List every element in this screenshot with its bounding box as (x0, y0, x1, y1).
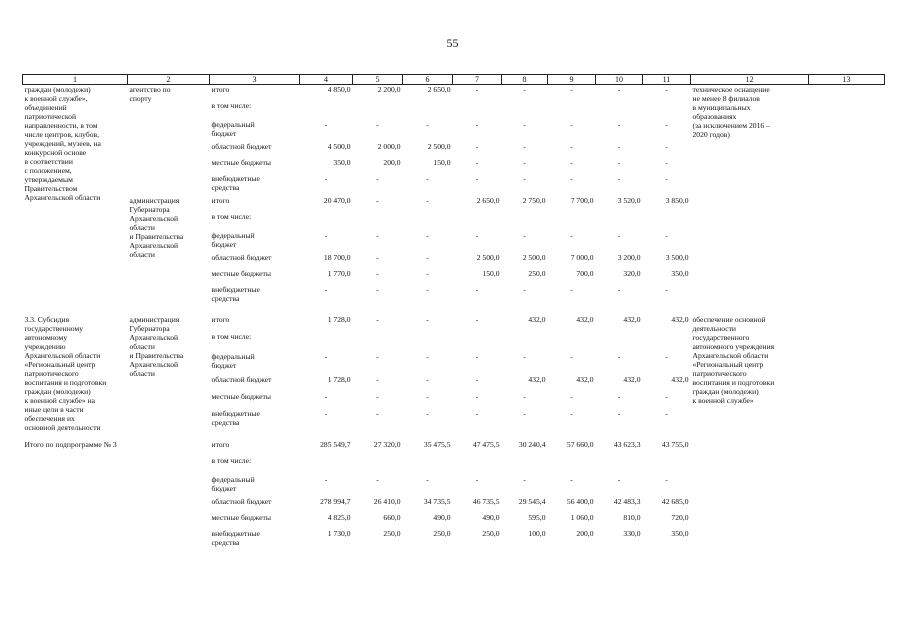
amount-cell: - (376, 253, 379, 262)
funding-source-cell: федеральный бюджет (211, 231, 255, 249)
expected-result-cell: обеспечение основной деятельности государственного автономного учреждения Архангельской области «Региональный центр патриотического воспитания и подготовки граждан (молодежи) к военной службе» (692, 315, 775, 405)
amount-cell: 3 200,0 (617, 253, 641, 262)
amount-cell: - (426, 120, 429, 129)
measure-name-cell: 3.3. Субсидия государственному автономному учреждению Архангельской области «Региональный центр патриотического воспитания и подготовки граждан (молодежи) к военной службе» на иные цели в части обеспечения их основной деятельности (24, 315, 107, 432)
amount-cell: 2 750,0 (522, 196, 546, 205)
amount-cell: - (376, 351, 379, 361)
amount-cell: - (376, 375, 379, 385)
amount-cell (643, 212, 691, 231)
amount-cell (596, 101, 643, 120)
note-cell (809, 85, 885, 308)
amount-cell: - (376, 391, 379, 401)
funding-source-cell: итого (211, 196, 230, 205)
column-header-8: 8 (502, 75, 548, 85)
amount-cell: 20 470,0 (323, 196, 351, 205)
amount-cell: 2 650,0 (427, 85, 451, 94)
amount-cell: - (617, 120, 621, 129)
amount-cell: - (475, 120, 479, 129)
funding-source-cell: итого (211, 440, 230, 449)
amount-cell (353, 456, 403, 475)
amount-cell: - (617, 231, 621, 240)
amount-cell: - (617, 142, 621, 151)
amount-cell: 350,0 (671, 269, 689, 278)
amount-cell: - (426, 231, 429, 240)
column-header-7: 7 (453, 75, 502, 85)
amount-cell: 200,0 (383, 158, 401, 167)
column-header-1: 1 (23, 75, 128, 85)
funding-source-cell: местные бюджеты (211, 391, 271, 401)
amount-cell: - (523, 85, 526, 94)
amount-cell: 720,0 (671, 513, 689, 522)
amount-cell: 100,0 (528, 529, 546, 538)
amount-cell (643, 101, 691, 120)
amount-cell: - (523, 285, 526, 294)
amount-cell: 18 700,0 (323, 253, 351, 262)
amount-cell: 285 549,7 (320, 440, 351, 449)
funding-source-cell: в том числе: (211, 212, 252, 221)
amount-cell: - (426, 375, 429, 385)
amount-cell: 2 650,0 (476, 196, 500, 205)
amount-cell: - (376, 269, 379, 278)
amount-cell (403, 101, 453, 120)
expected-result-cell (691, 440, 809, 551)
amount-cell: 57 660,0 (566, 440, 594, 449)
amount-cell: 4 500,0 (327, 142, 351, 151)
amount-cell (548, 456, 596, 475)
amount-cell: 3 500,0 (665, 253, 689, 262)
amount-cell: 490,0 (482, 513, 500, 522)
amount-cell: - (426, 269, 429, 278)
header-row (23, 75, 885, 85)
amount-cell: - (426, 351, 429, 361)
measure-name-cell: граждан (молодежи) к военной службе», объединений патриотической направленности, в том числе центров, клубов, учреждений, музеев, на конкурсной основе в соответствии с положением, утверждаемым Правительством Архангельской области (24, 85, 101, 202)
amount-cell: - (426, 391, 429, 401)
table-row (23, 315, 885, 332)
amount-cell: - (617, 475, 621, 484)
amount-cell: - (570, 285, 573, 294)
amount-cell: 250,0 (528, 269, 546, 278)
table-body (23, 85, 885, 552)
funding-source-cell: внебюджетные средства (211, 174, 260, 192)
funding-source-cell: внебюджетные средства (211, 408, 260, 427)
amount-cell: - (426, 253, 429, 262)
amount-cell: 43 623,3 (613, 440, 641, 449)
amount-cell: - (475, 285, 479, 294)
amount-cell: - (523, 231, 526, 240)
amount-cell: 350,0 (333, 158, 351, 167)
amount-cell (453, 332, 502, 352)
amount-cell: 27 320,0 (373, 440, 401, 449)
amount-cell: - (570, 85, 573, 94)
amount-cell: - (523, 174, 526, 183)
amount-cell (596, 212, 643, 231)
amount-cell: - (324, 174, 328, 183)
amount-cell: - (665, 174, 668, 183)
amount-cell: - (665, 408, 668, 418)
amount-cell (502, 212, 548, 231)
amount-cell: - (617, 85, 621, 94)
amount-cell: - (324, 120, 328, 129)
column-header-6: 6 (403, 75, 453, 85)
note-cell (809, 315, 885, 432)
amount-cell (300, 212, 353, 231)
amount-cell: - (426, 408, 429, 418)
amount-cell: - (376, 120, 379, 129)
funding-source-cell: областной бюджет (211, 497, 272, 506)
amount-cell: - (617, 391, 621, 401)
funding-source-cell: федеральный бюджет (211, 351, 255, 370)
amount-cell: 150,0 (433, 158, 451, 167)
amount-cell: 42 483,3 (613, 497, 641, 506)
amount-cell: 29 545,4 (518, 497, 546, 506)
amount-cell: - (426, 285, 429, 294)
amount-cell: - (570, 391, 573, 401)
amount-cell: 2 000,0 (377, 142, 401, 151)
column-header-9: 9 (548, 75, 596, 85)
column-header-2: 2 (128, 75, 210, 85)
amount-cell: - (523, 408, 526, 418)
amount-cell (502, 332, 548, 352)
amount-cell: - (665, 85, 668, 94)
amount-cell: - (665, 391, 668, 401)
amount-cell: - (665, 285, 668, 294)
amount-cell: - (570, 408, 573, 418)
amount-cell: - (376, 475, 379, 484)
amount-cell: - (475, 158, 479, 167)
section-spacer (23, 307, 885, 315)
funding-source-cell: итого (211, 85, 230, 94)
amount-cell: 350,0 (671, 529, 689, 538)
amount-cell (453, 212, 502, 231)
amount-cell: 250,0 (482, 529, 500, 538)
amount-cell: - (665, 120, 668, 129)
amount-cell: - (475, 142, 479, 151)
amount-cell: 42 685,0 (661, 497, 689, 506)
amount-cell: - (665, 142, 668, 151)
funding-source-cell: внебюджетные средства (211, 285, 260, 303)
amount-cell: - (324, 475, 328, 484)
page-number: 55 (446, 36, 459, 50)
amount-cell: 43 755,0 (661, 440, 689, 449)
amount-cell (643, 332, 691, 352)
amount-cell: - (475, 315, 479, 324)
executor-cell (128, 440, 210, 551)
amount-cell: - (570, 231, 573, 240)
amount-cell: - (475, 408, 479, 418)
amount-cell: 2 500,0 (427, 142, 451, 151)
amount-cell: - (570, 120, 573, 129)
amount-cell (548, 212, 596, 231)
amount-cell: - (570, 142, 573, 151)
amount-cell: 47 475,5 (472, 440, 500, 449)
amount-cell: - (617, 351, 621, 361)
amount-cell: - (426, 174, 429, 183)
amount-cell: - (617, 285, 621, 294)
amount-cell: - (523, 158, 526, 167)
amount-cell (502, 456, 548, 475)
expected-result-cell: техническое оснащение не менее 8 филиалов в муниципальных образованиях (за исключением 2016 – 2020 годов) (692, 85, 770, 139)
amount-cell (300, 332, 353, 352)
executor-cell: агентство по спорту (129, 85, 171, 103)
amount-cell: - (324, 231, 328, 240)
amount-cell: 7 000,0 (570, 253, 594, 262)
amount-cell: 3 520,0 (617, 196, 641, 205)
amount-cell: 432,0 (623, 315, 641, 324)
amount-cell: - (570, 158, 573, 167)
amount-cell: 700,0 (576, 269, 594, 278)
amount-cell (403, 332, 453, 352)
amount-cell: - (426, 475, 429, 484)
amount-cell: - (665, 351, 668, 361)
spacer-cell (23, 432, 885, 440)
amount-cell: 4 825,0 (327, 513, 351, 522)
amount-cell: 432,0 (623, 375, 641, 385)
section-spacer (23, 432, 885, 440)
amount-cell: 34 735,5 (423, 497, 451, 506)
amount-cell: 2 200,0 (377, 85, 401, 94)
amount-cell: 56 400,0 (566, 497, 594, 506)
amount-cell (300, 101, 353, 120)
amount-cell: 30 240,4 (518, 440, 546, 449)
amount-cell: 46 735,5 (472, 497, 500, 506)
amount-cell: 1 060,0 (570, 513, 594, 522)
amount-cell: 150,0 (482, 269, 500, 278)
funding-source-cell: областной бюджет (211, 142, 272, 151)
amount-cell (596, 332, 643, 352)
amount-cell: - (523, 120, 526, 129)
amount-cell: 1 728,0 (327, 375, 351, 385)
amount-cell: 35 475,5 (423, 440, 451, 449)
amount-cell (353, 212, 403, 231)
amount-cell: - (523, 142, 526, 151)
amount-cell: - (376, 315, 379, 324)
funding-source-cell: местные бюджеты (211, 513, 271, 522)
measure-name-cell: Итого по подпрограмме № 3 (24, 440, 117, 449)
amount-cell: 660,0 (383, 513, 401, 522)
amount-cell: - (475, 85, 479, 94)
amount-cell: - (665, 475, 668, 484)
amount-cell: - (617, 174, 621, 183)
funding-source-cell: в том числе: (211, 331, 252, 341)
amount-cell: - (324, 351, 328, 361)
amount-cell: - (475, 475, 479, 484)
amount-cell: - (426, 196, 429, 205)
column-header-10: 10 (596, 75, 643, 85)
amount-cell (353, 101, 403, 120)
amount-cell: 432,0 (528, 315, 546, 324)
amount-cell: - (570, 174, 573, 183)
amount-cell (353, 332, 403, 352)
amount-cell: 432,0 (576, 315, 594, 324)
amount-cell: - (475, 174, 479, 183)
funding-source-cell: в том числе: (211, 101, 252, 110)
amount-cell (548, 101, 596, 120)
amount-cell: 330,0 (623, 529, 641, 538)
funding-source-cell: федеральный бюджет (211, 120, 255, 138)
column-header-5: 5 (353, 75, 403, 85)
funding-source-cell: областной бюджет (211, 375, 272, 385)
amount-cell: 1 770,0 (327, 269, 351, 278)
table-row (23, 85, 885, 102)
table-header (23, 75, 885, 85)
amount-cell: 432,0 (528, 375, 546, 385)
executor-cell: администрация Губернатора Архангельской области и Правительства Архангельской области (129, 315, 184, 378)
budget-table (22, 74, 885, 551)
column-header-11: 11 (643, 75, 691, 85)
amount-cell: - (665, 231, 668, 240)
note-cell (809, 440, 885, 551)
amount-cell: - (376, 408, 379, 418)
amount-cell: - (376, 174, 379, 183)
amount-cell: 432,0 (576, 375, 594, 385)
table-row (23, 440, 885, 456)
amount-cell: 2 500,0 (522, 253, 546, 262)
amount-cell: 2 500,0 (476, 253, 500, 262)
amount-cell: - (523, 475, 526, 484)
amount-cell: 250,0 (383, 529, 401, 538)
amount-cell: - (617, 158, 621, 167)
amount-cell: - (475, 231, 479, 240)
amount-cell: 7 700,0 (570, 196, 594, 205)
amount-cell: 320,0 (623, 269, 641, 278)
amount-cell: 278 994,7 (320, 497, 351, 506)
amount-cell: 200,0 (576, 529, 594, 538)
amount-cell: - (475, 375, 479, 385)
amount-cell: - (617, 408, 621, 418)
funding-source-cell: итого (211, 315, 230, 324)
amount-cell (453, 101, 502, 120)
amount-cell: 432,0 (671, 315, 689, 324)
amount-cell: 3 850,0 (665, 196, 689, 205)
amount-cell: - (570, 475, 573, 484)
amount-cell: - (426, 315, 429, 324)
amount-cell: 432,0 (671, 375, 689, 385)
amount-cell: 1 730,0 (327, 529, 351, 538)
amount-cell: 250,0 (433, 529, 451, 538)
column-header-12: 12 (691, 75, 809, 85)
amount-cell: 1 728,0 (327, 315, 351, 324)
amount-cell (300, 456, 353, 475)
funding-source-cell: внебюджетные средства (211, 529, 260, 547)
funding-source-cell: в том числе: (211, 456, 252, 465)
funding-source-cell: областной бюджет (211, 253, 272, 262)
amount-cell: 810,0 (623, 513, 641, 522)
amount-cell (403, 212, 453, 231)
amount-cell: 595,0 (528, 513, 546, 522)
amount-cell: - (570, 351, 573, 361)
amount-cell (453, 456, 502, 475)
amount-cell: 4 850,0 (327, 85, 351, 94)
column-header-3: 3 (210, 75, 300, 85)
column-header-13: 13 (809, 75, 885, 85)
executor-cell: администрация Губернатора Архангельской области и Правительства Архангельской области (129, 196, 184, 259)
amount-cell (548, 332, 596, 352)
amount-cell: - (376, 196, 379, 205)
amount-cell: - (324, 408, 328, 418)
amount-cell: - (475, 351, 479, 361)
amount-cell: - (324, 285, 328, 294)
amount-cell (502, 101, 548, 120)
amount-cell: - (665, 158, 668, 167)
amount-cell: - (523, 391, 526, 401)
amount-cell: - (376, 285, 379, 294)
amount-cell (596, 456, 643, 475)
amount-cell: 490,0 (433, 513, 451, 522)
amount-cell (643, 456, 691, 475)
amount-cell: - (324, 391, 328, 401)
funding-source-cell: местные бюджеты (211, 269, 271, 278)
funding-source-cell: местные бюджеты (211, 158, 271, 167)
amount-cell: - (523, 351, 526, 361)
column-header-4: 4 (300, 75, 353, 85)
amount-cell: - (475, 391, 479, 401)
funding-source-cell: федеральный бюджет (211, 475, 255, 493)
amount-cell (403, 456, 453, 475)
spacer-cell (23, 307, 885, 315)
amount-cell: - (376, 231, 379, 240)
amount-cell: 26 410,0 (373, 497, 401, 506)
